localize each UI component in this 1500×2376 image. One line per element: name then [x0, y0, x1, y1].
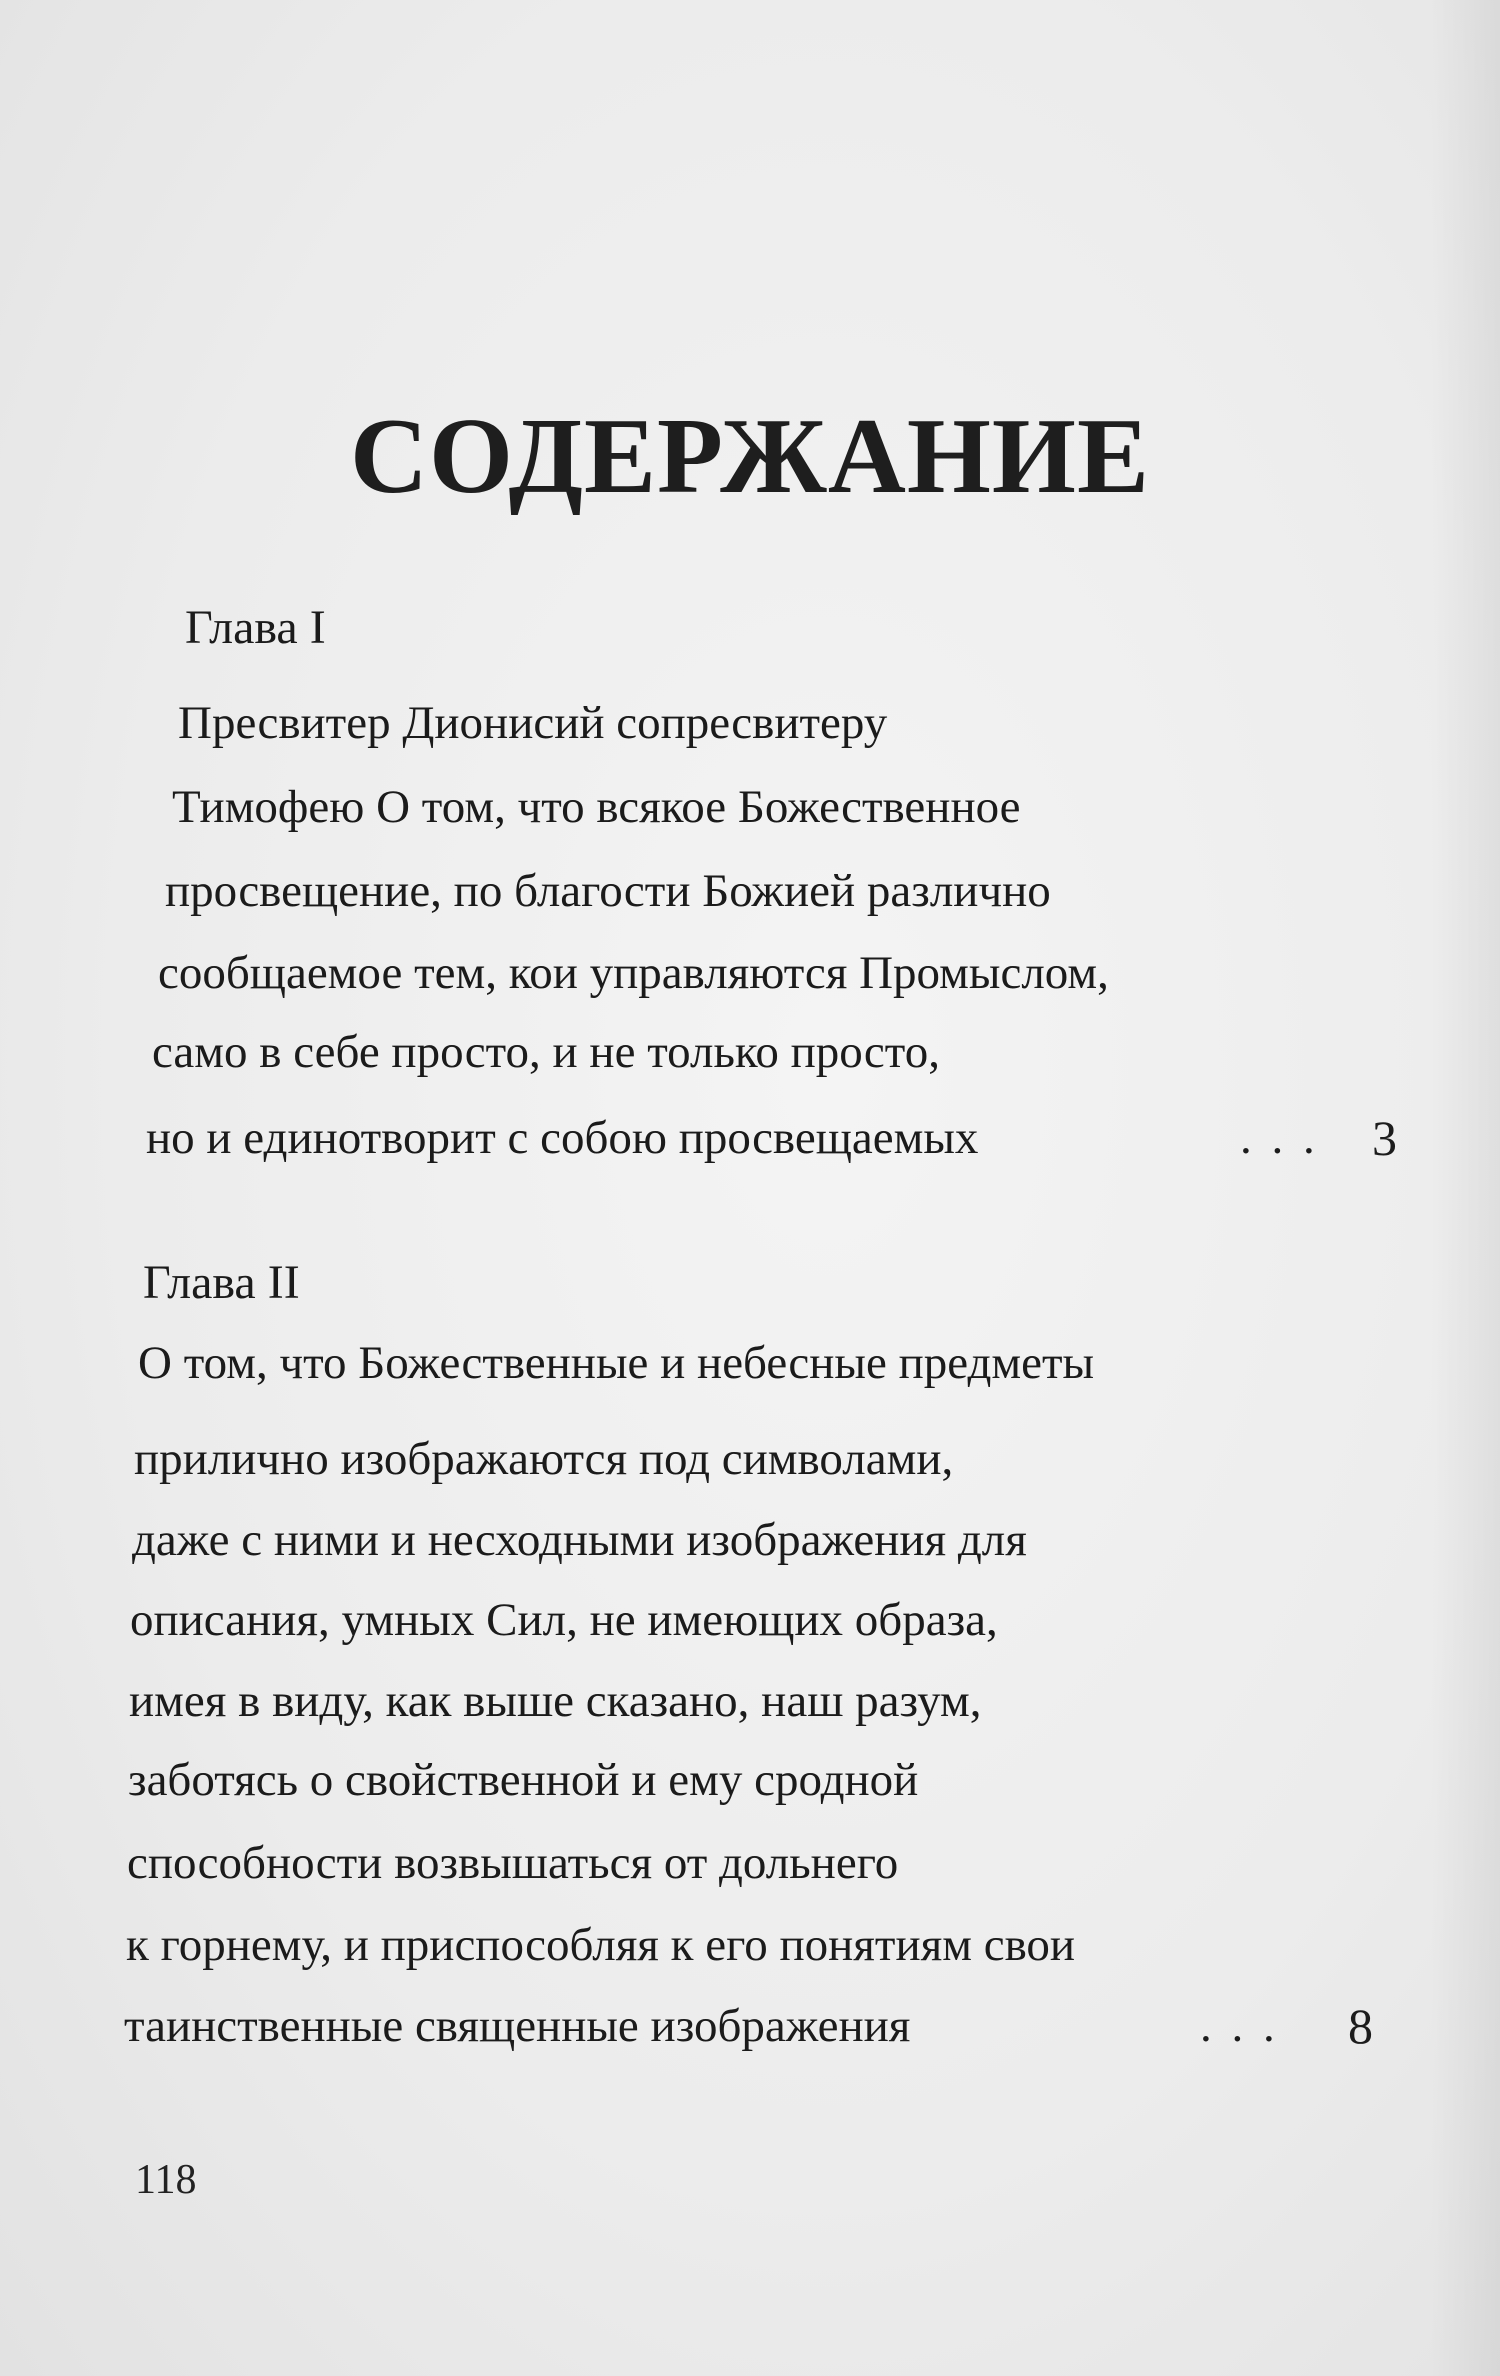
gutter-shadow: [1430, 0, 1500, 2376]
entry-line: даже с ними и несходными изображения для: [132, 1514, 1027, 1566]
entry-line: но и единотворит с собою просвещаемых: [146, 1112, 979, 1164]
entry-line: заботясь о свойственной и ему сродной: [128, 1754, 919, 1806]
entry-line: само в себе просто, и не только просто,: [152, 1026, 940, 1078]
chapter-heading: Глава II: [143, 1256, 300, 1309]
entry-line: просвещение, по благости Божией различно: [165, 865, 1051, 917]
dot-leaders: . . .: [1200, 2000, 1279, 2052]
chapter-heading: Глава I: [185, 601, 326, 654]
folio-page-number: 118: [135, 2157, 197, 2203]
entry-line: прилично изображаются под символами,: [134, 1433, 954, 1485]
entry-line: О том, что Божественные и небесные предметы: [138, 1337, 1095, 1389]
entry-line: имея в виду, как выше сказано, наш разум,: [129, 1675, 982, 1727]
entry-line: Пресвитер Дионисий сопресвитеру: [178, 697, 888, 749]
dot-leaders: . . .: [1240, 1112, 1319, 1164]
entry-line: таинственные священные изображения: [124, 2000, 911, 2052]
entry-line: к горнему, и приспособляя к его понятиям свои: [126, 1919, 1076, 1971]
entry-line: сообщаемое тем, кои управляются Промыслом,: [158, 947, 1109, 999]
entry-line: описания, умных Сил, не имеющих образа,: [130, 1594, 998, 1646]
page-number: 8: [1348, 1998, 1373, 2054]
page-title: СОДЕРЖАНИЕ: [350, 397, 1150, 516]
page-number: 3: [1372, 1110, 1397, 1166]
entry-line: способности возвышаться от дольнего: [127, 1837, 899, 1889]
entry-line: Тимофею О том, что всякое Божественное: [172, 781, 1021, 833]
